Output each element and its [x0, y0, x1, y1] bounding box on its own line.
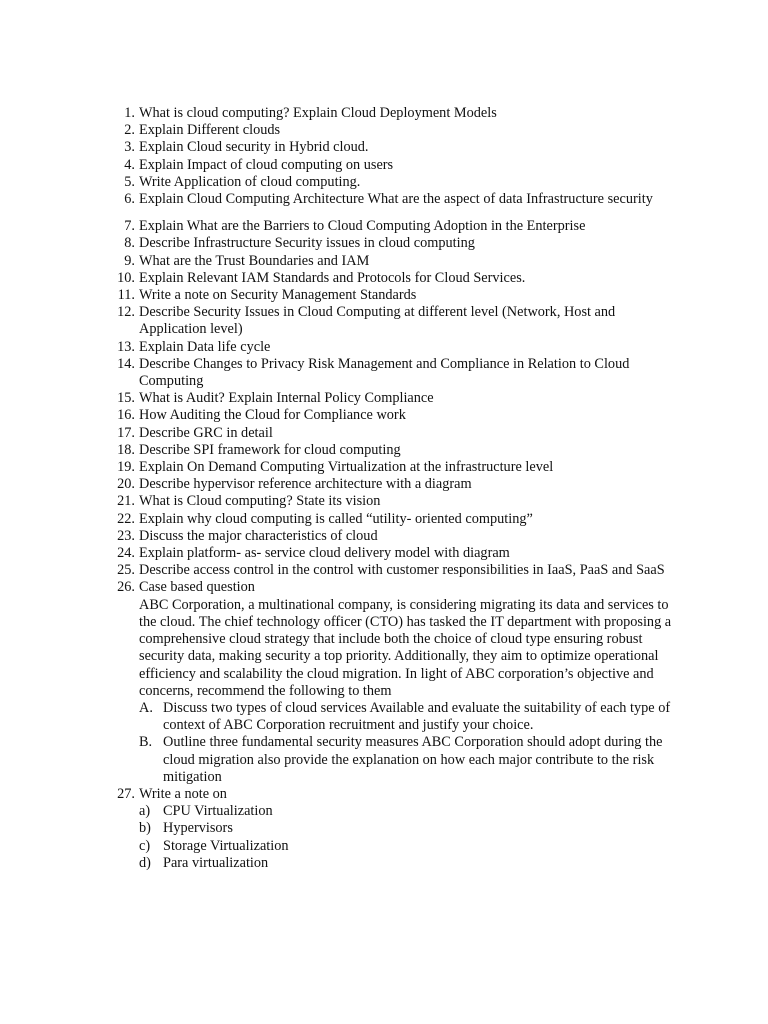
question-list: [0, 105, 768, 872]
list-item: [0, 528, 681, 545]
question-number: 12.: [117, 304, 135, 321]
topic-text: Para virtualization: [163, 854, 269, 871]
question-text: Write Application of cloud computing.: [139, 173, 361, 190]
list-item: [0, 545, 681, 562]
topic-letter: c): [139, 837, 151, 854]
list-item: [0, 174, 681, 191]
list-item: [0, 270, 681, 287]
list-item: [0, 218, 681, 235]
question-text: Explain On Demand Computing Virtualization at the infrastructure level: [139, 459, 554, 476]
question-number: 7.: [124, 218, 135, 235]
case-study-task: [139, 734, 681, 786]
question-number: 14.: [117, 355, 135, 372]
topic-letter: d): [139, 854, 151, 871]
task-text: Outline three fundamental security measures ABC Corporation should adopt during the cloud migration also provide the explanation on how each major contribute to the risk mitigation: [163, 734, 663, 785]
list-item: [0, 339, 681, 356]
question-number: 8.: [124, 235, 135, 252]
list-item: [0, 157, 681, 174]
list-item: [0, 459, 681, 476]
question-number: 6.: [124, 191, 135, 208]
task-letter: B.: [139, 734, 153, 751]
case-study-task: [139, 700, 681, 734]
list-item: [0, 511, 681, 528]
note-topic: [139, 838, 681, 855]
task-text: Discuss two types of cloud services Available and evaluate the suitability of each type of context of ABC Corporation recruitment and justify your choice.: [163, 699, 671, 734]
question-number: 10.: [117, 269, 135, 286]
question-number: 5.: [124, 173, 135, 190]
question-number: 15.: [117, 390, 135, 407]
question-number: 26.: [117, 579, 135, 596]
question-text: Explain platform- as- service cloud delivery model with diagram: [139, 545, 510, 562]
case-based-question: [0, 579, 681, 785]
question-text: Describe Infrastructure Security issues in cloud computing: [139, 235, 475, 252]
list-item: [0, 304, 681, 338]
question-number: 9.: [124, 252, 135, 269]
question-text: Explain What are the Barriers to Cloud Computing Adoption in the Enterprise: [139, 218, 586, 235]
question-number: 20.: [117, 476, 135, 493]
question-number: 11.: [117, 287, 135, 304]
list-item: [0, 562, 681, 579]
list-item: [0, 493, 681, 510]
question-text: Case based question: [139, 579, 255, 596]
question-number: 3.: [124, 139, 135, 156]
list-item: [0, 105, 681, 122]
question-number: 18.: [117, 441, 135, 458]
question-number: 22.: [117, 510, 135, 527]
question-number: 21.: [117, 493, 135, 510]
list-item: [0, 287, 681, 304]
list-item: [0, 191, 681, 208]
list-item: [0, 122, 681, 139]
question-number: 24.: [117, 545, 135, 562]
topic-text: CPU Virtualization: [163, 803, 273, 820]
question-text: Describe hypervisor reference architecture with a diagram: [139, 476, 472, 493]
question-text: Explain Cloud security in Hybrid cloud.: [139, 139, 369, 156]
question-text: Describe SPI framework for cloud computing: [139, 441, 401, 458]
question-text: Describe GRC in detail: [139, 424, 273, 441]
question-text: What is Audit? Explain Internal Policy Compliance: [139, 390, 434, 407]
question-number: 19.: [117, 459, 135, 476]
list-item: [0, 139, 681, 156]
write-note-question: [0, 786, 681, 872]
question-text: Explain why cloud computing is called “utility- oriented computing”: [139, 510, 533, 527]
list-item: [0, 442, 681, 459]
list-item: [0, 425, 681, 442]
question-number: 25.: [117, 562, 135, 579]
question-number: 23.: [117, 527, 135, 544]
list-item: [0, 390, 681, 407]
question-number: 1.: [124, 105, 135, 121]
question-text: Discuss the major characteristics of cloud: [139, 527, 378, 544]
note-topic: [139, 803, 681, 820]
note-topic: [139, 820, 681, 837]
question-text: Explain Impact of cloud computing on users: [139, 156, 394, 173]
question-number: 17.: [117, 424, 135, 441]
question-text: Describe Changes to Privacy Risk Management and Compliance in Relation to Cloud Computing: [139, 355, 630, 390]
question-text: What are the Trust Boundaries and IAM: [139, 252, 370, 269]
topic-text: Storage Virtualization: [163, 837, 289, 854]
question-text: What is cloud computing? Explain Cloud Deployment Models: [139, 105, 497, 121]
question-text: Write a note on: [139, 785, 227, 802]
question-text: Explain Different clouds: [139, 122, 281, 139]
question-text: Explain Relevant IAM Standards and Protocols for Cloud Services.: [139, 269, 526, 286]
case-study-tasks: [139, 700, 681, 786]
list-item: [0, 235, 681, 252]
topic-letter: a): [139, 803, 151, 820]
list-item: [0, 476, 681, 493]
case-study-paragraph: ABC Corporation, a multinational company, is considering migrating its data and services to the cloud. The chief technology officer (CTO) has tasked the IT department with proposing a comprehensive cloud strategy that include both the choice of cloud type ensuring robust security data, making security a top priority. Additionally, they aim to optimize operational efficiency and scalability the cloud migration. In light of ABC corporation’s objective and concerns, recommend the following to them: [139, 596, 672, 699]
topic-letter: b): [139, 820, 151, 837]
list-item: [0, 356, 681, 390]
question-text: Explain Data life cycle: [139, 338, 271, 355]
task-letter: A.: [139, 699, 153, 716]
question-text: Write a note on Security Management Standards: [139, 287, 417, 304]
question-number: 16.: [117, 407, 135, 424]
question-text: What is Cloud computing? State its vision: [139, 493, 381, 510]
question-text: Describe Security Issues in Cloud Computing at different level (Network, Host and Application level): [139, 304, 616, 338]
question-number: 2.: [124, 122, 135, 139]
list-item: [0, 407, 681, 424]
list-item: [0, 253, 681, 270]
note-topic-list: [139, 803, 681, 872]
question-text: How Auditing the Cloud for Compliance work: [139, 407, 406, 424]
question-text: Describe access control in the control with customer responsibilities in IaaS, PaaS and SaaS: [139, 562, 665, 579]
note-topic: [139, 855, 681, 872]
question-number: 27.: [117, 785, 135, 802]
question-text: Explain Cloud Computing Architecture What are the aspect of data Infrastructure security: [139, 191, 653, 208]
question-number: 4.: [124, 156, 135, 173]
topic-text: Hypervisors: [163, 820, 233, 837]
question-number: 13.: [117, 338, 135, 355]
